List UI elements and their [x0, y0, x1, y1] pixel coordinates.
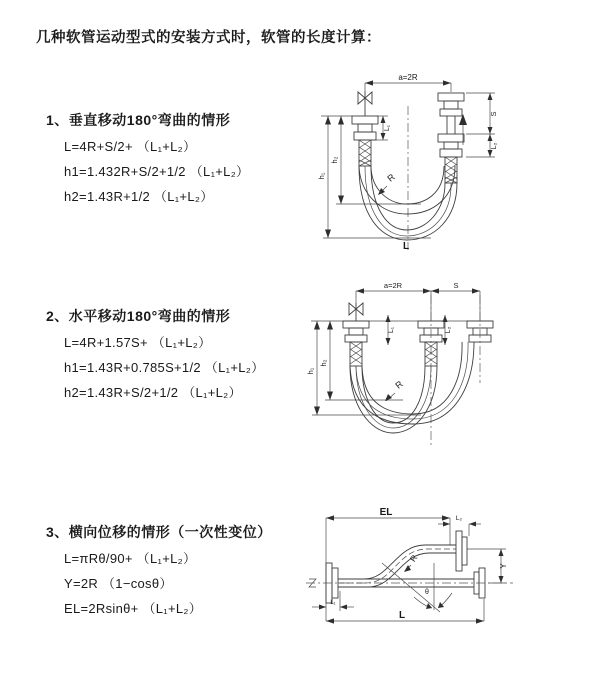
hose-s-curve: [338, 545, 456, 587]
left-braided-hose: [359, 140, 371, 166]
formula-line: L=πRθ/90+ （L₁+L₂）: [64, 551, 197, 566]
formula-line: EL=2Rsinθ+ （L₁+L₂）: [64, 601, 203, 616]
upper-flange-fitting: [456, 531, 467, 571]
left-flange-fitting: [352, 116, 378, 140]
page-title: 几种软管运动型式的安装方式时，软管的长度计算：: [36, 30, 381, 46]
dim-label-el: EL: [379, 507, 393, 518]
dim-label-l2: L₂: [491, 142, 498, 150]
dim-label-l: L: [398, 610, 406, 621]
dimension-lines: [311, 288, 493, 415]
formula-line: h1=1.432R+S/2+1/2 （L₁+L₂）: [64, 164, 250, 179]
angle-construction: [382, 563, 452, 612]
dim-label-l2: L₂: [445, 326, 452, 334]
movement-arrow-up-icon: [459, 114, 467, 145]
diagram-horizontal-180-bend: [303, 283, 600, 458]
hose-u-curves: [350, 342, 474, 433]
diagram-lateral-displacement: [298, 503, 600, 665]
dim-label-y: Y: [499, 563, 508, 569]
radius-label: R: [385, 171, 397, 184]
dim-label-a2r: a=2R: [398, 73, 418, 82]
dim-label-l1: L₁: [388, 326, 395, 334]
dim-label-s: S: [453, 281, 459, 290]
formula-line: L=4R+S/2+ （L₁+L₂）: [64, 139, 197, 154]
formula-line: L=4R+1.57S+ （L₁+L₂）: [64, 335, 212, 350]
formula-line: h2=1.43R+1/2 （L₁+L₂）: [64, 189, 214, 204]
length-label: L: [402, 241, 410, 252]
formula-line: h1=1.43R+0.785S+1/2 （L₁+L₂）: [64, 360, 265, 375]
section-heading: 3、横向位移的情形（一次性变位）: [46, 524, 272, 540]
dim-label-l1: L₁: [384, 124, 391, 132]
dim-label-h2: h₂: [319, 359, 328, 367]
valve-icon: [349, 303, 363, 321]
section-heading: 1、垂直移动180°弯曲的情形: [46, 112, 231, 128]
diagram-vertical-180-bend: [303, 68, 563, 260]
dim-label-s: S: [489, 111, 498, 117]
radius-label: R: [393, 378, 405, 391]
dim-label-h1: h₁: [317, 172, 326, 180]
section-heading: 2、水平移动180°弯曲的情形: [46, 308, 231, 324]
dim-label-a2r: a=2R: [383, 281, 403, 290]
dimension-lines: [312, 515, 506, 623]
dim-label-l2: L₂: [455, 515, 463, 522]
left-flange-fitting: [343, 321, 369, 342]
left-braided-hose: [350, 342, 362, 366]
valve-icon: [358, 91, 372, 116]
formula-line: Y=2R （1−cosθ）: [64, 576, 173, 591]
angle-label: θ: [425, 589, 429, 596]
dim-label-h2: h₂: [330, 156, 339, 164]
dim-label-l1: L₁: [330, 600, 336, 606]
radius-label: R: [407, 552, 420, 564]
dim-label-h1: h₁: [306, 367, 315, 375]
formula-line: h2=1.43R+S/2+1/2 （L₁+L₂）: [64, 385, 242, 400]
